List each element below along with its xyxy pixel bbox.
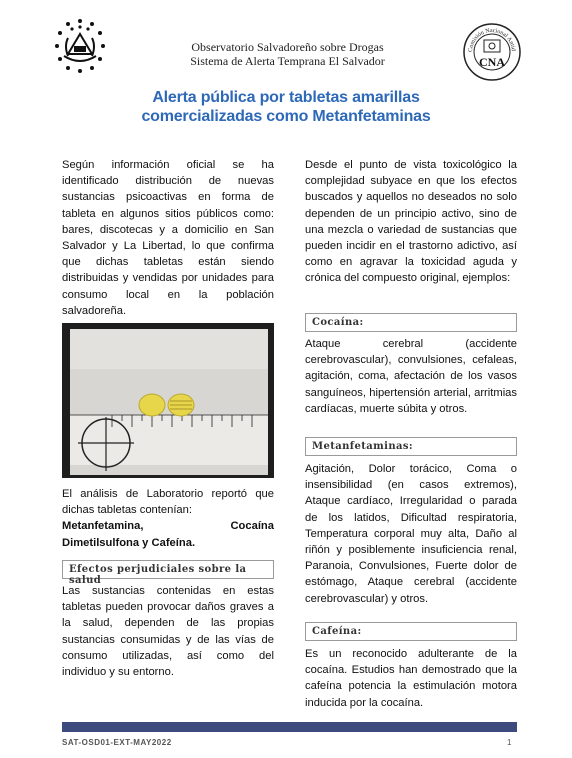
- org-name: Observatorio Salvadoreño sobre Drogas: [191, 40, 384, 54]
- document-code: SAT-OSD01-EXT-MAY2022: [62, 738, 172, 747]
- alert-title: [70, 88, 502, 126]
- effects-paragraph: Las sustancias contenidas en estas tabletas pueden provocar daños graves a la salud, dependen de las propias sustancias consumidas y de las vías de consumo utilizadas, así como del individuo y su entorno.: [62, 585, 274, 679]
- intro-paragraph: Según información oficial se ha identificado distribución de nuevas sustancias psicoactivas en forma de tableta en algunos sitios públicos como: bares, discotecas y a domicilio en San Salvador y La Libertad, lo que confirma que dichas tabletas están siendo distribuidas y vendidas por unidades para consumo local en la población salvadoreña.: [62, 159, 274, 317]
- page-number: 1: [507, 738, 512, 747]
- metanfetaminas-heading: Metanfetaminas:: [305, 437, 517, 456]
- cocaina-effects-text: Ataque cerebral (accidente cerebrovascular), convulsiones, cefaleas, agitación, coma, afectación de los vasos sanguíneos, hipertensión arterial, arritmias cardíacas, muerte súbita y otros.: [305, 338, 517, 415]
- footer-bar: [62, 722, 517, 732]
- cafeina-heading: Cafeína:: [305, 622, 517, 641]
- substance-cafeina: Cafeína.: [151, 536, 196, 549]
- metanfetaminas-effects-text: Agitación, Dolor torácico, Coma o insensibilidad (en casos extremos), Ataque cardíaco, Irregularidad o parada de los latidos, Dificultad respiratoria, Temperatura corporal muy alta, Daño al riñón y posiblemente insuficiencia renal, Paranoia, Convulsiones, Fuerte dolor de estómago, Ataque cerebral (accidente cerebrovascular) y otros.: [305, 463, 517, 605]
- substance-metanfetamina: Metanfetamina,: [62, 520, 144, 533]
- org-system: Sistema de Alerta Temprana El Salvador: [190, 54, 385, 68]
- organization-header: [150, 40, 425, 68]
- substances-row-1: [62, 518, 274, 534]
- el-salvador-seal-logo: [50, 16, 110, 76]
- effects-heading: Efectos perjudiciales sobre la salud: [62, 560, 274, 579]
- tablets-photo: [62, 323, 274, 478]
- cna-logo: [462, 22, 522, 82]
- cna-ring-text: Comisión Nacional Antid: [467, 27, 517, 53]
- title-line-2: comercializadas como Metanfetaminas: [141, 108, 431, 125]
- substance-dimetilsulfona: Dimetilsulfona y: [62, 536, 149, 549]
- cocaina-heading: Cocaína:: [305, 313, 517, 332]
- lab-analysis-text: El análisis de Laboratorio reportó que dichas tabletas contenían:: [62, 488, 274, 517]
- title-line-1: Alerta pública por tabletas amarillas: [152, 89, 420, 106]
- substance-cocaina: Cocaína: [230, 520, 274, 533]
- lab-analysis-paragraph: [62, 486, 274, 551]
- cafeina-effects-text: Es un reconocido adulterante de la cocaína. Estudios han demostrado que la cafeína potencia la estimulación motora inducida por la cocaína.: [305, 648, 517, 709]
- cna-logo-text: CNA: [479, 55, 505, 69]
- toxicology-paragraph: Desde el punto de vista toxicológico la complejidad subyace en que los efectos buscados y aquellos no deseados no solo dependen de un principio activo, sino de una mezcla o variedad de sustancias que pueden incidir en el trastorno adictivo, así como en agravar la toxicidad aguda y crónica del compuesto original, ejemplos:: [305, 159, 517, 285]
- substances-row-2: [62, 535, 274, 551]
